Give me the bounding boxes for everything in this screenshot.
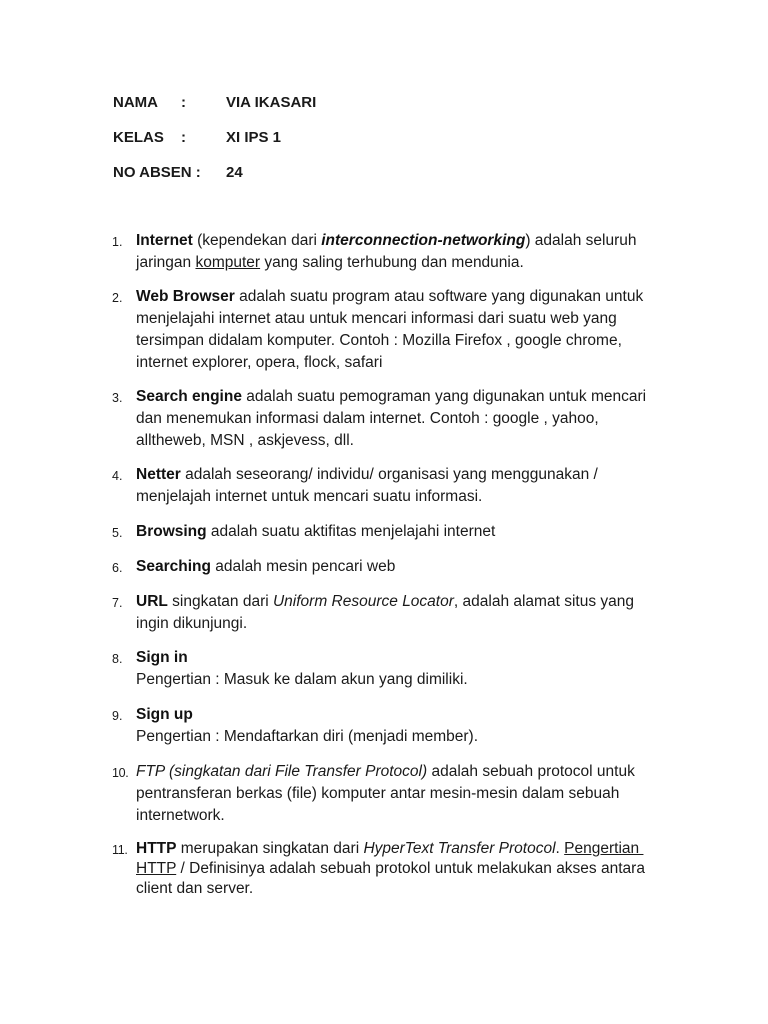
absen-label: NO ABSEN :	[113, 164, 201, 181]
list-number: 3.	[112, 391, 123, 405]
list-item: 3. Search engine adalah suatu pemograman yang digunakan untuk mencari dan menemukan informasi dalam internet. Contoh : google , yahoo, alltheweb, MSN , askjevess, dll.	[112, 388, 647, 449]
list-item: 1. Internet (kependekan dari interconnection-networking) adalah seluruh jaringan komputer yang saling terhubung dan mendunia.	[112, 232, 637, 271]
list-number: 11.	[112, 843, 128, 857]
list-item: 6. Searching adalah mesin pencari web	[112, 556, 682, 578]
term-emphasis: HyperText Transfer Protocol	[363, 840, 556, 857]
term: Internet	[136, 232, 193, 249]
term: Sign up	[136, 706, 193, 723]
list-item: 4. Netter adalah seseorang/ individu/ organisasi yang menggunakan / menjelajah internet untuk mencari suatu informasi.	[112, 466, 598, 505]
term: HTTP	[136, 840, 177, 857]
definition-list	[112, 230, 682, 899]
kelas-colon: :	[181, 129, 186, 146]
term: URL	[136, 593, 168, 610]
term-emphasis: FTP (singkatan dari File Transfer Protocol)	[136, 763, 428, 780]
list-number: 6.	[112, 561, 123, 575]
list-item: 2. Web Browser adalah suatu program atau software yang digunakan untuk menjelajahi internet atau untuk mencari informasi dari suatu web yang tersimpan didalam komputer. Contoh : Mozilla Firefox , google chrome, internet explorer, opera, flock, safari	[112, 288, 644, 371]
term-emphasis: Uniform Resource Locator	[272, 593, 454, 610]
list-number: 4.	[112, 469, 123, 483]
nama-value: VIA IKASARI	[226, 94, 317, 111]
nama-colon: :	[181, 94, 186, 111]
list-number: 1.	[112, 235, 123, 249]
list-item: 10. FTP (singkatan dari File Transfer Protocol) adalah sebuah protocol untuk pentransferan berkas (file) komputer antar mesin-mesin dalam sebuah internetwork.	[112, 763, 635, 824]
term: Sign in	[136, 649, 188, 666]
list-item: 9. Sign up Pengertian : Mendaftarkan diri (menjadi member).	[112, 706, 479, 745]
underlined-link[interactable]: HTTP	[136, 860, 177, 877]
absen-value: 24	[226, 164, 243, 181]
list-number: 5.	[112, 526, 123, 540]
list-item: 11. HTTP merupakan singkatan dari HyperText Transfer Protocol. Pengertian HTTP / Definisinya adalah sebuah protokol untuk melakukan akses antara client dan server.	[112, 840, 645, 897]
term: Netter	[136, 466, 181, 483]
nama-label: NAMA	[113, 94, 158, 111]
list-item: 7. URL singkatan dari Uniform Resource Locator, adalah alamat situs yang ingin dikunjungi.	[112, 593, 634, 632]
kelas-value: XI IPS 1	[226, 129, 282, 146]
list-number: 10.	[112, 766, 129, 780]
term: Web Browser	[136, 288, 235, 305]
list-item: 8. Sign in Pengertian : Masuk ke dalam akun yang dimiliki.	[112, 649, 468, 688]
underlined-link[interactable]: Pengertian	[564, 840, 644, 857]
kelas-label: KELAS	[113, 129, 164, 146]
term: Browsing	[136, 523, 207, 540]
list-number: 7.	[112, 596, 123, 610]
term-emphasis: interconnection-networking	[321, 232, 526, 249]
list-number: 9.	[112, 709, 123, 723]
term: Searching	[136, 558, 211, 575]
list-item: 5. Browsing adalah suatu aktifitas menjelajahi internet	[112, 521, 682, 543]
underlined-link[interactable]: komputer	[195, 254, 261, 271]
list-number: 2.	[112, 291, 123, 305]
term: Search engine	[136, 388, 242, 405]
list-number: 8.	[112, 652, 123, 666]
